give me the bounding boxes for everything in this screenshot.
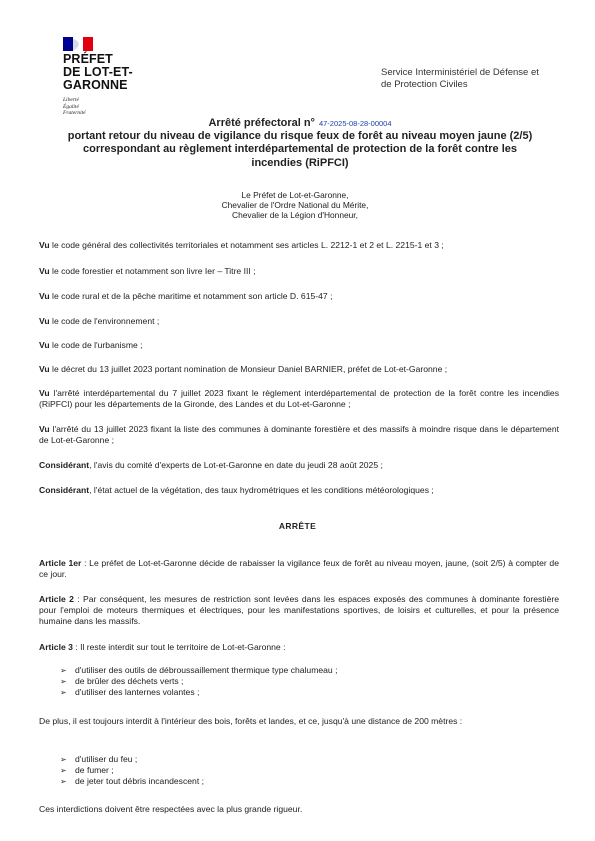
visa-lead: Vu — [39, 340, 50, 350]
devise — [63, 97, 193, 117]
visa-lead: Vu — [39, 388, 50, 398]
visa-lead: Vu — [39, 291, 50, 301]
title-line3: correspondant au règlement interdépartemental de protection de la forêt contre les — [83, 143, 517, 156]
interdictions-bois-list — [60, 754, 540, 788]
devise-fraternite: Fraternité — [63, 110, 86, 116]
devise-liberte: Liberté — [63, 97, 79, 103]
title-label: Arrêté préfectoral n° — [208, 117, 315, 129]
visa-lead: Vu — [39, 424, 50, 434]
article-text: : Il reste interdit sur tout le territoire de Lot-et-Garonne : — [72, 642, 286, 652]
list-item — [60, 676, 540, 687]
visa-4 — [39, 316, 559, 327]
closing-paragraph: Ces interdictions doivent être respectées avec la plus grande rigueur. — [39, 804, 303, 814]
prefet-line1: PRÉFET — [63, 52, 113, 66]
article-lead: Article 1er — [39, 558, 82, 568]
considerant-text: , l'avis du comité d'experts de Lot-et-Garonne en date du jeudi 28 août 2025 ; — [89, 460, 383, 470]
considerant-text: , l'état actuel de la végétation, des taux hydrométriques et les conditions météorologiques ; — [89, 485, 434, 495]
list-item — [60, 665, 540, 676]
interdictions-list — [60, 665, 540, 699]
considerant-lead: Considérant — [39, 485, 90, 495]
visa-lead: Vu — [39, 240, 50, 250]
prefet-title-2: Chevalier de l'Ordre National du Mérite, — [221, 200, 369, 210]
prefet-line2: DE LOT-ET-GARONNE — [63, 65, 133, 92]
prefet-title-3: Chevalier de la Légion d'Honneur, — [232, 210, 358, 220]
visa-text: l'arrêté du 13 juillet 2023 fixant la liste des communes à dominante forestière et des massifs à moindre risque dans le département de Lot-et-Garonne ; — [39, 424, 559, 446]
list-item-text: d'utiliser du feu ; — [75, 754, 138, 764]
visa-5 — [39, 340, 559, 351]
visa-2 — [39, 266, 559, 277]
visa-text: le code général des collectivités territoriales et notamment ses articles L. 2212-1 et 2 et L. 2215-1 et 3 ; — [49, 240, 444, 250]
list-item — [60, 776, 540, 787]
article-text: : Le préfet de Lot-et-Garonne décide de rabaisser la vigilance feux de forêt au niveau moyen, jaune, (soit 2/5) à compter de ce jour. — [39, 558, 559, 580]
visa-lead: Vu — [39, 364, 50, 374]
arrow-bullet-icon: ➢ — [60, 666, 67, 675]
visa-8 — [39, 424, 559, 446]
title-line2: portant retour du niveau de vigilance du risque feux de forêt au niveau moyen jaune (2/5) — [67, 130, 533, 143]
prefet-titles — [100, 190, 490, 220]
title-line1 — [30, 117, 570, 130]
considerant-lead: Considérant — [39, 460, 90, 470]
title-line4: incendies (RiPFCI) — [251, 156, 349, 169]
article-3 — [39, 642, 559, 653]
service-name — [381, 67, 581, 91]
visa-1 — [39, 240, 559, 251]
arrete-heading: ARRÊTE — [278, 521, 317, 531]
visa-lead: Vu — [39, 316, 50, 326]
list-item-text: d'utiliser des lanternes volantes ; — [75, 687, 200, 698]
arrete-number: 47-2025-08-28-00004 — [318, 119, 392, 128]
visa-text: le code de l'environnement ; — [49, 316, 160, 326]
prefecture-logo — [63, 37, 193, 117]
prefet-title-1: Le Préfet de Lot-et-Garonne, — [241, 190, 349, 200]
list-item — [60, 765, 540, 776]
list-item — [60, 754, 540, 765]
visa-text: l'arrêté interdépartemental du 7 juillet 2023 fixant le règlement interdépartemental de protection de la forêt contre les incendies (RiPFCI) pour les départements de la Gironde, des Landes et du Lot-et-Garonne ; — [39, 388, 559, 410]
considerant-2 — [39, 485, 559, 496]
visa-lead: Vu — [39, 266, 50, 276]
article-2 — [39, 594, 559, 627]
visa-text: le décret du 13 juillet 2023 portant nomination de Monsieur Daniel BARNIER, préfet de Lot-et-Garonne ; — [49, 364, 448, 374]
visa-text: le code de l'urbanisme ; — [49, 340, 143, 350]
article-text: : Par conséquent, les mesures de restriction sont levées dans les espaces exposés des communes à dominante forestière pour l'emploi de moteurs thermiques et électriques, pour les manifestations sportives, de loisirs et culturelles, et pour la présence humaine dans les massifs. — [39, 594, 559, 627]
visa-3 — [39, 291, 559, 302]
article-1 — [39, 558, 559, 580]
list-item-text: de brûler des déchets verts ; — [75, 676, 184, 687]
list-item-text: d'utiliser des outils de débroussaillement thermique type chalumeau ; — [75, 665, 338, 675]
article-lead: Article 3 — [39, 642, 73, 652]
arrow-bullet-icon: ➢ — [60, 677, 67, 687]
document-title — [30, 117, 570, 170]
prefet-name — [63, 53, 193, 92]
list-item-text: de fumer ; — [75, 765, 114, 776]
service-line2: de Protection Civiles — [381, 79, 468, 90]
arrow-bullet-icon: ➢ — [60, 755, 67, 764]
arrow-bullet-icon: ➢ — [60, 688, 67, 698]
visa-text: le code forestier et notamment son livre Ier – Titre III ; — [49, 266, 256, 276]
list-item-text: de jeter tout débris incandescent ; — [75, 776, 204, 787]
list-item — [60, 687, 540, 698]
arrow-bullet-icon: ➢ — [60, 777, 67, 787]
service-line1: Service Interministériel de Défense et — [381, 67, 539, 78]
visa-text: le code rural et de la pêche maritime et notamment son article D. 615-47 ; — [49, 291, 333, 301]
de-plus-paragraph: De plus, il est toujours interdit à l'intérieur des bois, forêts et landes, et ce, jusqu'à une distance de 200 mètres : — [39, 716, 463, 726]
article-lead: Article 2 — [39, 594, 74, 604]
devise-egalite: Égalité — [63, 103, 79, 110]
visa-7 — [39, 388, 559, 410]
visa-6 — [39, 364, 559, 375]
marianne-flag-icon — [63, 37, 93, 51]
arrow-bullet-icon: ➢ — [60, 766, 67, 776]
considerant-1 — [39, 460, 559, 471]
